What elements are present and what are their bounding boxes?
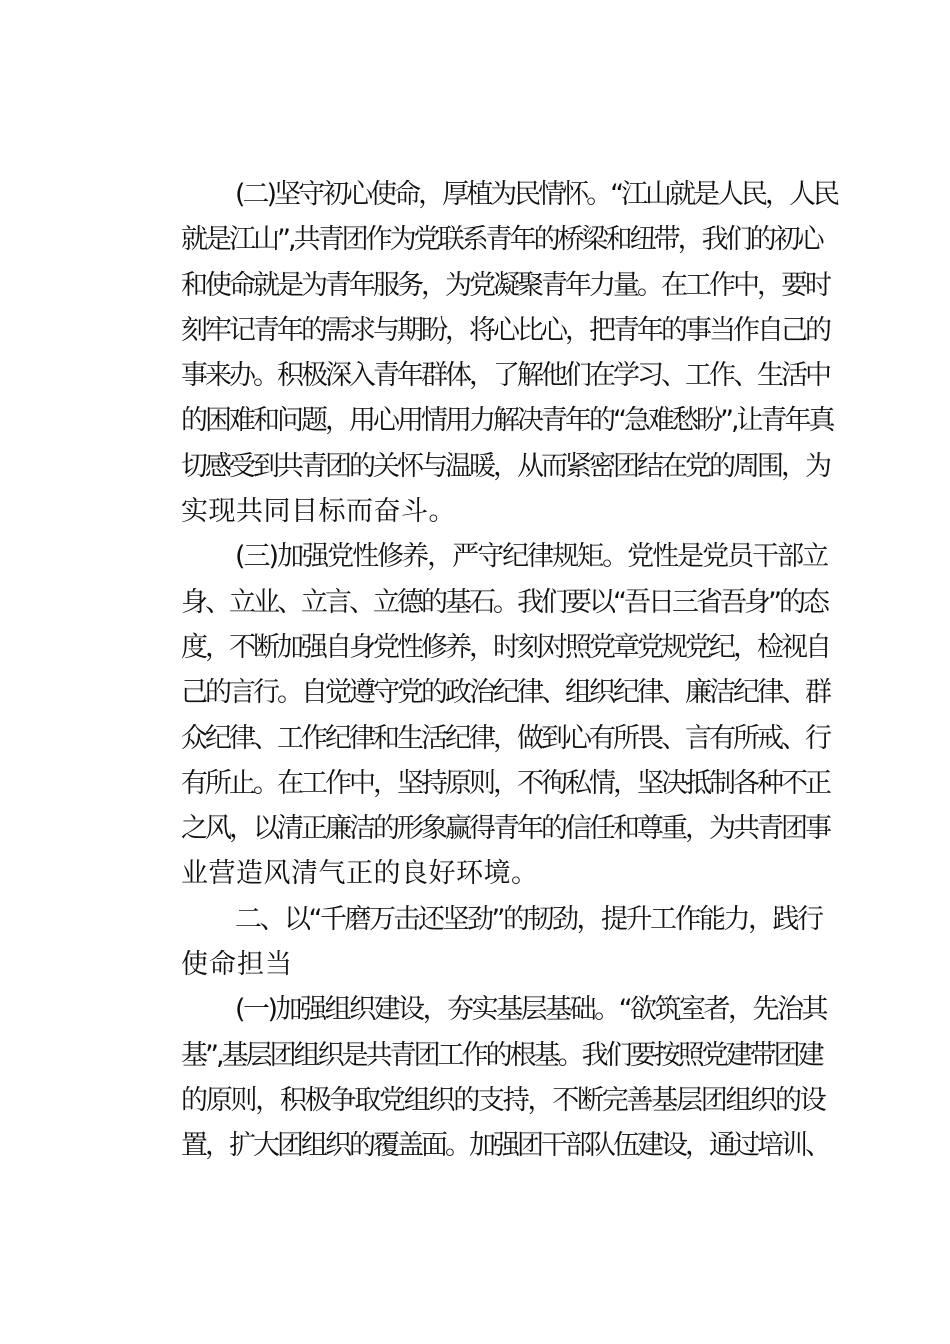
text-line: 的困难和问题，用心用情用力解决青年的“急难愁盼”,让青年真 [181, 405, 833, 437]
section-heading [127, 897, 827, 988]
document-body [127, 172, 838, 1169]
text-line: 和使命就是为青年服务，为党凝聚青年力量。在工作中，要时 [181, 269, 829, 301]
paragraph-section-2 [127, 172, 838, 534]
text-line: 实现共同目标而奋斗。 [181, 496, 456, 528]
text-line: 有所止。在工作中，坚持原则，不徇私情，坚决抵制各种不正 [181, 767, 829, 799]
text-line: 身、立业、立言、立德的基石。我们要以“吾日三省吾身”的态 [181, 586, 827, 618]
heading-line: 二、以“千磨万击还坚劲”的韧劲，提升工作能力，践行 [235, 903, 822, 935]
text-line: 事来办。积极深入青年群体，了解他们在学习、工作、生活中 [181, 360, 829, 392]
text-line: (二)坚守初心使命，厚植为民情怀。“江山就是人民，人民 [235, 179, 838, 210]
paragraph-section-3 [127, 534, 827, 896]
text-line: 刻牢记青年的需求与期盼，将心比心，把青年的事当作自己的 [181, 314, 829, 346]
heading-line: 使命担当 [181, 949, 293, 981]
text-line: 切感受到共青团的关怀与温暖，从而紧密团结在党的周围，为 [181, 450, 829, 482]
text-line: (三)加强党性修养，严守纪律规矩。党性是党员干部立 [235, 541, 828, 573]
text-line: 基”,基层团组织是共青团工作的根基。我们要按照党建带团建 [181, 1039, 822, 1071]
text-line: 之风，以清正廉洁的形象赢得青年的信任和尊重，为共青团事 [181, 813, 829, 845]
paragraph-section-2-1 [127, 987, 827, 1168]
text-line: 的原则，积极争取党组织的支持，不断完善基层团组织的设 [181, 1084, 825, 1116]
text-line: (一)加强组织建设，夯实基层基础。“欲筑室者，先治其 [235, 994, 827, 1026]
text-line: 置，扩大团组织的覆盖面。加强团干部队伍建设，通过培训、 [181, 1130, 829, 1162]
text-line: 就是江山”,共青团作为党联系青年的桥梁和纽带，我们的初心 [181, 224, 822, 256]
text-line: 己的言行。自觉遵守党的政治纪律、组织纪律、廉洁纪律、群 [181, 677, 829, 709]
text-line: 众纪律、工作纪律和生活纪律，做到心有所畏、言有所戒、行 [181, 722, 829, 754]
text-line: 度，不断加强自身党性修养，时刻对照党章党规党纪，检视自 [181, 631, 829, 663]
text-line: 业营造风清气正的良好环境。 [181, 858, 539, 890]
